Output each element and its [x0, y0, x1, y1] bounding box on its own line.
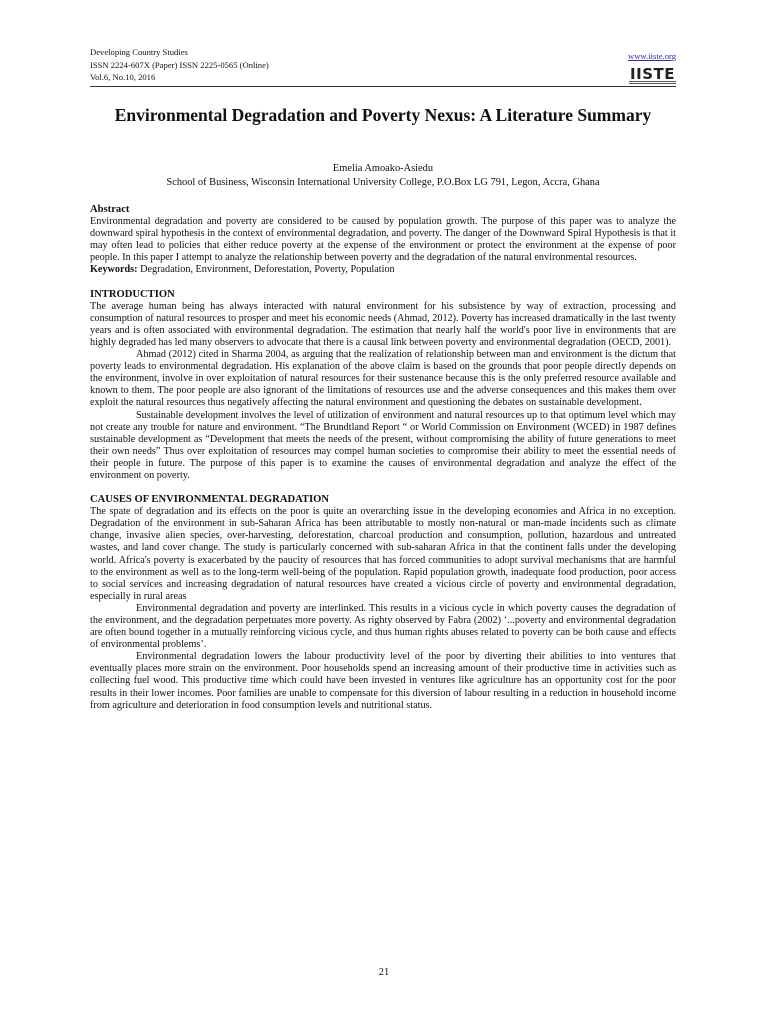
article-body	[90, 204, 676, 712]
running-header	[90, 46, 269, 84]
causes-paragraph-2: Environmental degradation and poverty are interlinked. This results in a vicious cycle in which poverty causes the degradation of the environment, and the degradation perpetuates more poverty. As righty observed by Fabra (2002) ‘...poverty and environmental degradation are often bound together in a mutually reinforcing vicious cycle, and thus human rights abuses related to poverty can be both cause and effects of environmental problems’.	[90, 602, 676, 651]
introduction-paragraph-3: Sustainable development involves the level of utilization of environment and natural resources up to that optimum level which may not create any trouble for nature and environment. “The Brundtland Report “ or World Commission on Environment (WCED) in 1987 defines sustainable development as “Development that meets the needs of the present, without compromising the ability of future generations to meet their own needs” Thus over exploitation of resources may compel human societies to compromise their ability to meet the essential needs of their people in future. The purpose of this paper is to examine the causes of environmental degradation and analyze the effect of the environment on poverty.	[90, 409, 676, 481]
causes-paragraph-3: Environmental degradation lowers the labour productivity level of the poor by diverting their abilities to into ventures that eventually places more strain on the environment. Poor households spend an increasing amount of their productive time in activities such as collecting fuel wood. This productive time which could have been invested in ventures like agriculture has an opportunity cost for the poor results in their lower incomes. Poor families are unable to compensate for this diversion of labour resulting in a reduction in household income from agriculture and deterioration in food consumption levels and nutritional status.	[90, 651, 676, 711]
introduction-paragraph-2: Ahmad (2012) cited in Sharma 2004, as arguing that the realization of relationship between man and environment is the dictum that poverty leads to environmental degradation. His explanation of the above claim is based on the grounds that poor people directly depends on the environment, involve in over exploitation of natural resources for their sustenance because this is the only preferred resource available and known to them. The poor people are also ignorant of the limitations of resources use and the adverse consequences and this makes them over exploit the natural resources thus negatively affecting the natural environment and questioning the debates on sustainable development.	[90, 349, 676, 409]
causes-paragraph-1: The spate of degradation and its effects on the poor is quite an overarching issue in the developing economies and Africa in no exception. Degradation of the environment in sub-Saharan Africa has been attributable to mostly non-natural or man-made incidents such as climate change, invasive alien species, over-harvesting, deforestation, charcoal production and consumption, pollution, hazardous and untreated wastes, and land cover change. The study is particularly concerned with sub-saharan Africa in that the continent falls under the developing world. Africa's poverty is exacerbated by the paucity of resources that has forced communities to adopt survival mechanisms that are harmful to the environment as well as to the long-term well-being of the population. Rapid population growth, inadequate food production, poor access to social services and increasing degradation of natural resources have created a vicious circle of poverty and environmental degradation, especially in rural areas	[90, 506, 676, 602]
author-name: Emelia Amoako-Asiedu	[332, 163, 434, 174]
page-number: 21	[378, 967, 390, 978]
author-block	[90, 162, 676, 189]
keywords-line	[90, 264, 676, 276]
introduction-heading: INTRODUCTION	[90, 288, 175, 300]
keywords-label: Keywords:	[90, 264, 138, 276]
page-title: Environmental Degradation and Poverty Nexus: A Literature Summary	[114, 105, 652, 125]
abstract-heading: Abstract	[90, 204, 130, 215]
header-divider	[90, 86, 676, 87]
keywords-list: Degradation, Environment, Deforestation, Poverty, Population	[140, 264, 395, 276]
causes-heading: CAUSES OF ENVIRONMENTAL DEGRADATION	[90, 494, 330, 506]
volume-line: Vol.6, No.10, 2016	[90, 72, 156, 82]
introduction-paragraph-1: The average human being has always interacted with natural environment for his subsistence by way of extraction, processing and consumption of natural resources to prosper and meet his economic needs (Ahmad, 2012). Poverty has increased dramatically in the last twenty years and is often associated with environmental degradation. The estimation that nearly half the world's poor live in environments that are highly degraded has led many observers to advocate that there is a causal link between poverty and environmental degradation (OECD, 2001).	[90, 300, 676, 348]
iiste-logo-icon: IISTE	[630, 65, 675, 83]
journal-name: Developing Country Studies	[90, 47, 188, 57]
author-affiliation: School of Business, Wisconsin International University College, P.O.Box LG 791, Legon, Accra, Ghana	[166, 176, 600, 188]
journal-url-link[interactable]: www.iiste.org	[628, 51, 676, 61]
header-right	[628, 46, 676, 84]
abstract-text: Environmental degradation and poverty are considered to be caused by population growth. The purpose of this paper was to analyze the downward spiral hypothesis in the context of environmental degradation, and poverty. The danger of the Downward Spiral Hypothesis is that it may often lead to policies that either reduce poverty at the expense of the environment or protect the environment at the expense of poor people. In this paper I attempt to analyze the relationship between poverty and the degradation of the natural environmental resources.	[90, 216, 676, 264]
issn-line: ISSN 2224-607X (Paper) ISSN 2225-0565 (Online)	[90, 59, 269, 70]
